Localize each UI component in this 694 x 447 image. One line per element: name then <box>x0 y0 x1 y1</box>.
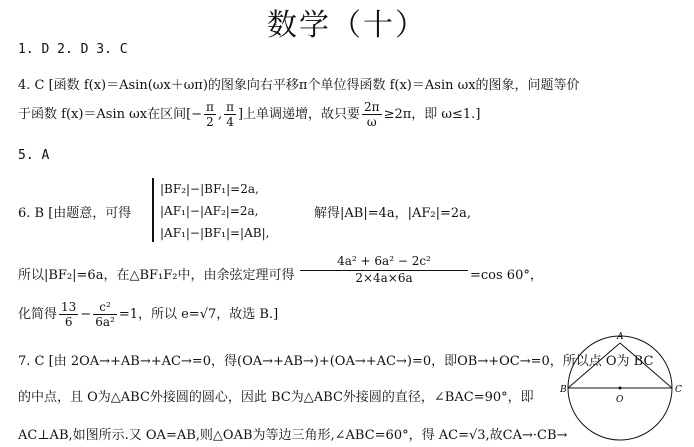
q7-line2: 的中点，且 O为△ABC外接圆的圆心，因此 BC为△ABC外接圆的直径，∠BAC=90°，即 <box>18 390 534 405</box>
label-b: B <box>560 385 567 395</box>
center-point-o <box>619 387 622 390</box>
q6-cos-numerator: 4a² + 6a² − 2c² <box>300 254 468 271</box>
circle-triangle-figure <box>560 330 690 447</box>
q7-line3: AC⊥AB,如图所示.又 OA=AB,则△OAB为等边三角形,∠ABC=60°，得 AC=√3,故CA→·CB→ <box>18 428 568 443</box>
label-a: A <box>617 332 624 342</box>
q6-line2: 所以|BF₂|=6a，在△BF₁F₂中，由余弦定理可得 <box>18 268 295 283</box>
side-ab <box>568 343 620 388</box>
page-title: 数学（十） <box>267 8 427 43</box>
q4-text-b: , <box>217 107 223 122</box>
q4-text-d: ≥2π，即 ω≤1.] <box>383 107 481 122</box>
q7-line1: 7. C [由 2OA→+AB→+AC→=0，得(OA→+AB→)+(OA→+AC→)=0，即OB→+OC→=0，所以点 O为 BC <box>18 354 654 369</box>
q6-frac-a: $\frac{13}{6}$ <box>61 300 77 329</box>
q6-line3 <box>18 300 278 329</box>
q4-frac-3: $\frac{2\pi}{\omega}$ <box>364 100 380 129</box>
q6-eq-2: |AF₁|−|AF₂|=2a, <box>160 204 259 218</box>
label-o: O <box>616 395 624 405</box>
q6-cos-denominator: 2×4a×6a <box>355 271 413 285</box>
q6-result: =1，所以 e=√7，故选 B.] <box>118 307 279 322</box>
q6-simplify-label: 化简得 <box>18 307 58 322</box>
q6-cos-tail: =cos 60°， <box>470 268 543 283</box>
q4-line2 <box>18 100 480 129</box>
answer-5: 5. A <box>18 148 50 163</box>
q6-frac-b: $\frac{\text{c²}}{\text{6a²}}$ <box>95 300 115 329</box>
q4-text-a: 于函数 f(x)＝Asin ωx在区间[− <box>18 107 203 122</box>
q6-cos-fraction <box>300 254 468 285</box>
q4-line1: 4. C [函数 f(x)＝Asin(ωx＋ωπ)的图象向右平移π个单位得函数 f(x)＝Asin ωx的图象，问题等价 <box>18 78 580 93</box>
answers-1-3: 1. D 2. D 3. C <box>18 42 128 57</box>
q4-text-c: ]上单调递增，故只要 <box>237 107 361 122</box>
label-c: C <box>675 385 682 395</box>
q6-solve: 解得|AB|=4a，|AF₂|=2a, <box>314 206 472 221</box>
q4-frac-2: $\frac{\pi}{4}$ <box>226 100 234 129</box>
q6-eq-3: |AF₁|−|BF₁|=|AB|, <box>160 226 270 240</box>
side-ac <box>620 343 672 388</box>
q4-frac-1: $\frac{\pi}{2}$ <box>206 100 214 129</box>
q6-minus: − <box>80 307 92 322</box>
q6-lead: 6. B [由题意，可得 <box>18 206 132 221</box>
q6-equation-system <box>152 178 269 242</box>
q6-eq-1: |BF₂|−|BF₁|=2a, <box>160 182 259 196</box>
